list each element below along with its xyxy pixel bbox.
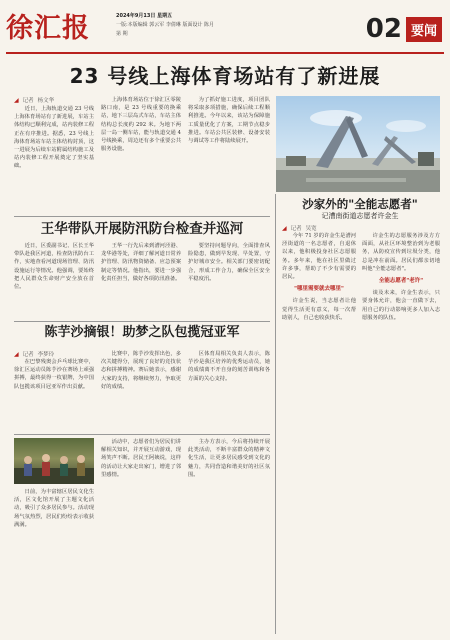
article3-headline: 陈芋沙摘银！助梦之队包揽冠亚军 (44, 325, 240, 340)
feature-paragraph: 今年 71 岁的许金生是漕河泾街道的一名志愿者，自退休以来，他积极投身社区志愿服务。多年来，他在社区里做过许多事，帮助了不少有需要的居民。 (282, 233, 356, 281)
feature-paragraph: 许金生的志愿服务涉及方方面面，从社区环境整治到为老服务，从防疫宣传到垃圾分类，他总是冲在前面。居民们都亲切地叫他"全能志愿者"。 (362, 233, 440, 272)
article3-column-1: 在巴黎残奥会乒乓球比赛中，徐汇区运动员陈芋沙在赛场上顽强拼搏，最终获得一枚银牌，为中国队包揽该项目冠亚军作出贡献。 (14, 359, 94, 390)
masthead-info (116, 12, 214, 39)
lead-photo (276, 96, 440, 192)
article2-headline: 王华带队开展防汛防台检查并巡河 (40, 221, 244, 237)
byline-marker-icon: ◢ (14, 350, 19, 358)
masthead-issue: 第 期 (116, 31, 128, 37)
byline-name: 李梦玲 (37, 352, 55, 358)
article3-byline (14, 350, 54, 358)
section-tag: 要闻 (406, 17, 442, 42)
article3-column-3: 区体育局相关负责人表示，陈芋沙是我区培养的优秀运动员，她的成绩离不开自身的刻苦训练和各方面的关心支持。 (188, 351, 270, 382)
community-event-illustration (14, 438, 94, 484)
feature-column-1 (282, 232, 356, 634)
article4-photo (14, 438, 94, 484)
byline-marker-icon: ◢ (282, 224, 287, 232)
byline-marker-icon: ◢ (14, 96, 19, 104)
article2-column-3: 要坚持问题导向，全面排查风险隐患，做到早发现、早处置，守护好城市安全。相关部门要密切配合，形成工作合力，确保全区安全平稳度汛。 (188, 243, 270, 282)
page-number: 02 (365, 14, 402, 44)
feature-subheading: "哪里需要就去哪里" (294, 286, 344, 293)
feature-paragraph: 许金生说，当志愿者让他觉得生活更有意义，每一次帮助别人，自己也收获快乐。 (282, 298, 356, 321)
lead-column-2: 上海体育场站位于徐汇区零陵路口南，是 23 号线重要的换乘站，地下三层岛式车站，车站主体结构总长度约 292 米。为地下两层一岛一侧车站，能与轨道交通 4 号线换乘，周边还有多个重要公共服务设施。 (101, 97, 181, 153)
issue-date: 2024年9月13日 星期五 (116, 13, 173, 19)
feature-subhead: 记漕南街道志愿者许金生 (321, 212, 399, 220)
feature-paragraph: 谈及未来，许金生表示，只要身体允许，他会一直做下去，用自己的行动影响更多人加入志愿服务的队伍。 (362, 290, 440, 321)
feature-byline (282, 224, 317, 232)
article2-column-2: 王华一行先后来到漕河泾港、龙华港等处，详细了解河道日常养护管理、防汛物资储备、应急预案制定等情况。他指出，要进一步强化责任担当，做好各项防汛准备。 (101, 243, 181, 282)
lead-headline: 23 号线上海体育场站有了新进展 (69, 64, 381, 88)
byline-name: 吴宽 (305, 226, 317, 232)
article3-column-2: 比赛中，陈芋沙发挥出色，多次关键得分，展现了良好的竞技状态和拼搏精神。赛后她表示，感谢大家的支持，将继续努力，争取更好的成绩。 (101, 351, 181, 390)
feature-headline: 沙家外的"全能志愿者" (302, 197, 418, 211)
article4-column-2: 活动中，志愿者们为居民们讲解相关知识，并开展互动游戏，现场笑声不断。居民王阿姨说，这样的活动让大家走出家门，增进了邻里感情。 (101, 439, 181, 478)
feature-subheading: 全能志愿者"老许" (378, 278, 424, 285)
divider (14, 434, 270, 435)
article4-column-1: 日前，为丰富辖区居民文化生活，区文化馆开展了主题文化活动，吸引了众多居民参与。活动现场气氛热烈，居民们纷纷表示收获满满。 (14, 489, 94, 528)
article2-column-1: 近日，区委副书记、区长王华带队赴我区河道，检查防汛防台工作，实地查看河道现场管理、防汛设施运行等情况。他强调，要始终把人民群众生命财产安全放在首位。 (14, 243, 94, 291)
byline-label: 记者 (290, 226, 302, 232)
lead-byline (14, 96, 54, 104)
masthead-editors: 一版:本版编辑 郭云军 李倩琳 版面设计 陈月 (116, 22, 215, 28)
stadium-station-illustration (276, 96, 440, 192)
lead-column-1: 近日，上海轨道交通 23 号线上海体育场站有了新进展，车站主体结构已顺利完成，站内装修工程正在有序推进。据悉，23 号线上海体育场站车站主体结构封顶，这一进展为后续车站附属结构施工及站内装修工程开展奠定了坚实基础。 (14, 106, 94, 170)
masthead (0, 0, 450, 56)
page-marker (366, 14, 442, 44)
byline-label: 记者 (22, 352, 34, 358)
newspaper-logo: 徐汇报 (6, 13, 90, 44)
masthead-rule (6, 52, 444, 54)
article4-column-3: 主办方表示，今后将持续开展此类活动，不断丰富群众的精神文化生活，让更多居民感受到文化的魅力，共同营造和谐美好的社区氛围。 (188, 439, 270, 478)
byline-label: 记者 (22, 98, 34, 104)
lead-column-3: 为了抓好施工进度，项目团队将采取多项措施，确保后续工程顺利推进。今年以来，该站为保障施工质量优化了方案，工期节点稳步推进。车站公共区装修、设备安装与调试等工作将陆续展开。 (188, 97, 270, 145)
byline-name: 杨文华 (37, 98, 55, 104)
column-divider (275, 194, 276, 634)
divider (14, 216, 270, 217)
feature-column-2 (362, 232, 440, 634)
